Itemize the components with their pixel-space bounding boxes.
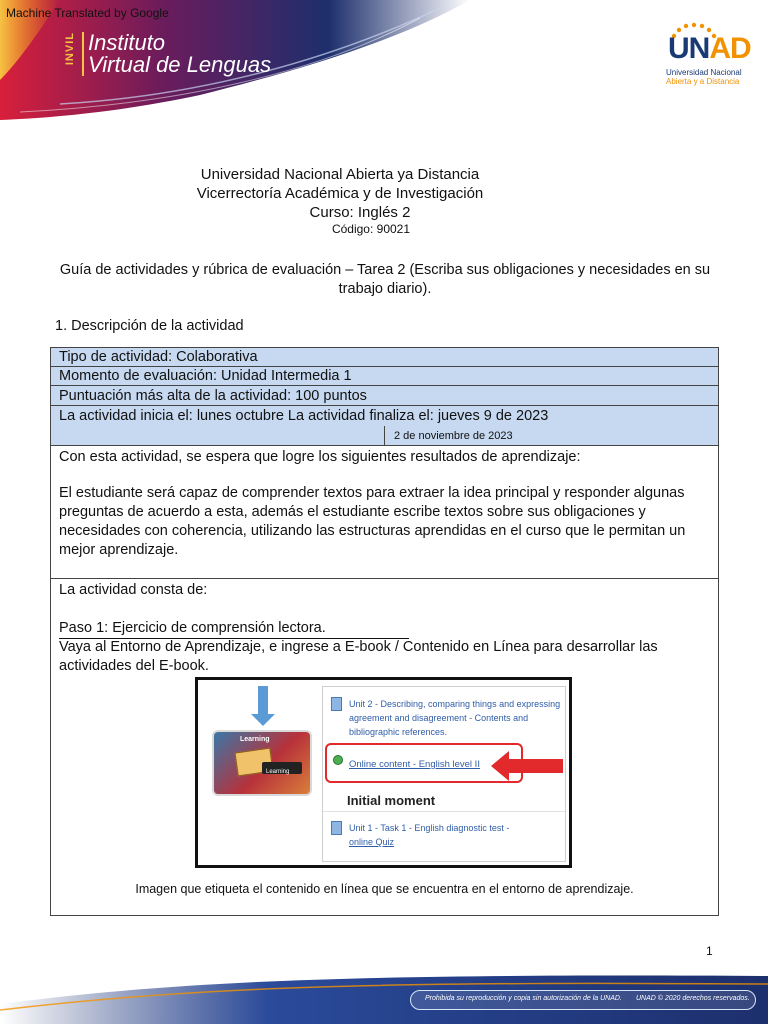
red-arrow-shaft xyxy=(507,759,563,773)
course-code: Código: 90021 xyxy=(331,222,411,236)
header-banner xyxy=(0,0,768,120)
footer-prohibited-text: Prohibida su reproducción y copia sin autorización de la UNAD. xyxy=(425,995,622,1002)
blue-arrow-shaft xyxy=(258,686,268,716)
learning-label: Learning xyxy=(240,736,270,743)
learning-panel xyxy=(198,680,318,865)
invil-vertical: INVIL xyxy=(64,32,76,66)
document-icon xyxy=(331,821,342,835)
unit1-link[interactable]: Unit 1 - Task 1 - English diagnostic test - xyxy=(349,823,510,833)
unit2-link[interactable]: Unit 2 - Describing, comparing things and expressing agreement and disagreement - Contents and bibliographic references. xyxy=(349,699,561,737)
page-number: 1 xyxy=(706,944,713,958)
document-icon xyxy=(331,697,342,711)
footer-rights-text: UNAD © 2020 derechos reservados. xyxy=(636,995,750,1002)
footer-banner xyxy=(0,974,768,1024)
consists-title: La actividad consta de: xyxy=(59,582,208,598)
red-arrow-left-icon xyxy=(491,751,509,781)
figure-caption: Imagen que etiqueta el contenido en línea que se encuentra en el entorno de aprendizaje. xyxy=(135,882,634,896)
learning-environment-screenshot xyxy=(195,677,572,868)
machine-translated-note: Machine Translated by Google xyxy=(6,6,169,20)
institute-title-line2: Virtual de Lenguas xyxy=(88,52,272,77)
globe-icon xyxy=(333,755,343,765)
step1-text: Vaya al Entorno de Aprendizaje, e ingrese a E-book / Contenido en Línea para desarrollar las actividades del E-book. xyxy=(59,639,658,674)
unad-logo xyxy=(662,20,752,90)
evaluation-moment-row: Momento de evaluación: Unidad Intermedia 1 xyxy=(51,367,718,386)
max-score-row: Puntuación más alta de la actividad: 100 puntos xyxy=(51,386,718,406)
unit1-link-cont[interactable]: online Quiz xyxy=(349,837,395,847)
guide-title: Guía de actividades y rúbrica de evaluación – Tarea 2 (Escriba sus obligaciones y necesidades en su trabajo diario). xyxy=(59,262,711,297)
dates-sub: 2 de noviembre de 2023 xyxy=(394,430,513,442)
activity-type-row: Tipo de actividad: Colaborativa xyxy=(51,348,718,367)
dates-line: La actividad inicia el: lunes octubre La actividad finaliza el: jueves 9 de 2023 xyxy=(59,408,549,424)
unad-wordmark: UNAD xyxy=(668,32,751,65)
learning-outcomes-cell xyxy=(51,446,718,579)
unad-subtitle-1: Universidad Nacional xyxy=(666,68,742,77)
outcomes-intro: Con esta actividad, se espera que logre los siguientes resultados de aprendizaje: xyxy=(59,449,581,465)
learning-pill-text: Learning xyxy=(266,769,290,775)
course-content-list xyxy=(322,686,566,862)
activity-table xyxy=(50,347,719,916)
dates-row xyxy=(51,406,718,446)
section-title: 1. Descripción de la actividad xyxy=(55,318,244,334)
course-name: Curso: Inglés 2 xyxy=(309,204,411,221)
step1-title: Paso 1: Ejercicio de comprensión lectora. xyxy=(59,619,409,639)
unad-subtitle-2: Abierta y a Distancia xyxy=(666,77,740,86)
outcomes-body: El estudiante será capaz de comprender textos para extraer la idea principal y responder algunas preguntas de acuerdo a esta, además el estudiante escribe textos sobre sus obligaciones y necesidades con coherencia, utilizando las estructuras aprendidas en el curso que le permitan un mejor aprendizaje. xyxy=(59,485,686,558)
online-content-link[interactable]: Online content - English level II xyxy=(349,759,480,770)
activity-steps-cell xyxy=(51,579,718,915)
institute-title-line1: Instituto xyxy=(88,30,166,55)
brand-divider xyxy=(82,32,84,76)
university-name: Universidad Nacional Abierta ya Distancia xyxy=(200,166,480,183)
divider xyxy=(323,811,565,812)
blue-arrow-down-icon xyxy=(251,714,275,726)
dates-divider xyxy=(384,426,385,446)
vice-rectory: Vicerrectoría Académica y de Investigación xyxy=(196,185,484,202)
initial-moment-heading: Initial moment xyxy=(347,793,436,808)
